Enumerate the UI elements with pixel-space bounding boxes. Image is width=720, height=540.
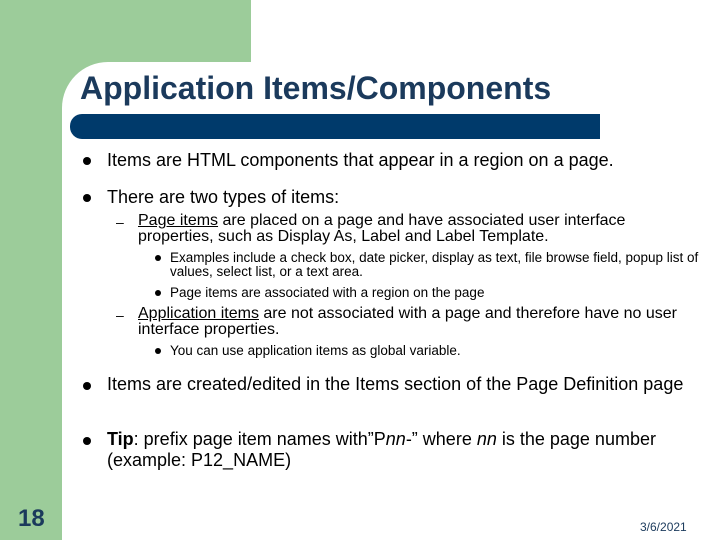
page-items-region-note: Page items are associated with a region on the page: [170, 285, 485, 300]
slide-title: Application Items/Components: [80, 70, 552, 106]
bullet-dot-icon: [155, 290, 161, 296]
bullet-items-created: Items are created/edited in the Items section of the Page Definition page: [107, 374, 684, 394]
bullet-dot-icon: [83, 157, 91, 165]
bullet-tip: [107, 429, 667, 471]
page-items-description: are placed on a page and have associated user interface properties, such as Display As, Label and Label Template.: [138, 212, 626, 245]
dash-bullet-icon: –: [116, 214, 124, 230]
footer-date: 3/6/2021: [640, 520, 687, 534]
application-items-global-note: You can use application items as global variable.: [170, 343, 461, 358]
page-items-examples: Examples include a check box, date picker, display as text, file browse field, popup list of values, select list, or a text area.: [170, 250, 699, 279]
bullet-dot-icon: [83, 382, 91, 390]
page-items-term: Page items: [138, 212, 219, 229]
tip-text-part1: : prefix page item names with”P: [133, 429, 386, 449]
bullet-dot-icon: [83, 437, 91, 445]
bullet-dot-icon: [155, 348, 161, 354]
sub-bullet-application-items: [138, 306, 703, 338]
title-underline-bar: [70, 114, 600, 139]
tip-text-part2: -” where: [405, 429, 477, 449]
slide-number: 18: [18, 505, 45, 532]
bullet-dot-icon: [83, 194, 91, 202]
tip-text-part3: is the page number (example: P12_NAME): [107, 429, 656, 470]
application-items-description: are not associated with a page and therefore have no user interface properties.: [138, 305, 678, 338]
application-items-term: Application items: [138, 305, 259, 322]
bullet-two-types: There are two types of items:: [107, 187, 340, 207]
dash-bullet-icon: –: [116, 307, 124, 323]
tip-nn-placeholder: nn: [385, 429, 406, 449]
tip-label: Tip: [107, 429, 134, 449]
tip-nn-placeholder: nn: [476, 429, 497, 449]
sub-bullet-page-items: [138, 213, 698, 245]
bullet-dot-icon: [155, 255, 161, 261]
bullet-items-definition: Items are HTML components that appear in a region on a page.: [107, 150, 614, 170]
